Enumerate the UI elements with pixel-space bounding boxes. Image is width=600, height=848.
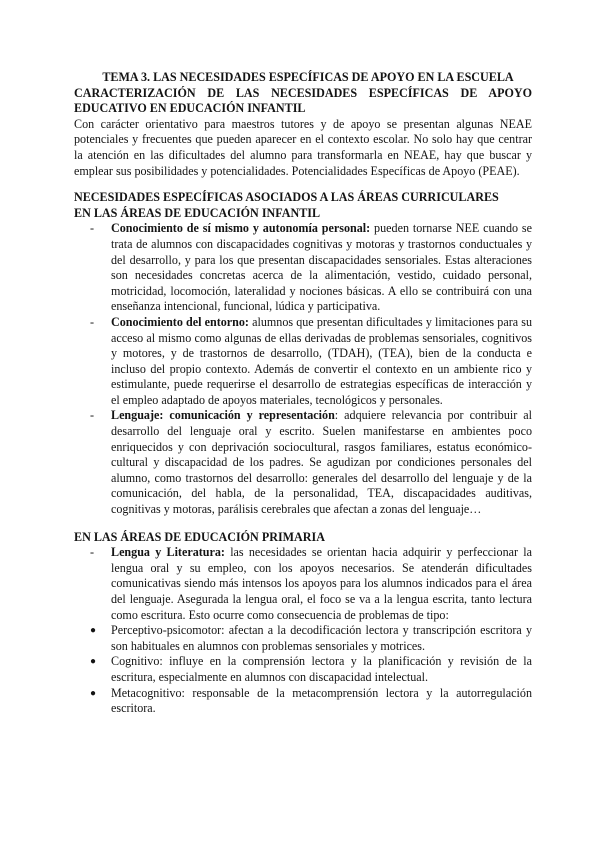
bullet-icon: ● (90, 687, 97, 699)
bullet-item (74, 623, 532, 654)
item-text: las necesidades se orientan hacia adquirir y perfeccionar la lengua oral y su empleo, con los apoyos necesarios. Se atenderán dificultades comunicativas siendo más intensos los apoyos para los alumnos indicados para el área del lenguaje. Asegurada la lengua oral, el foco se va a la lengua escrita, tanto lectura como escritura. Esto ocurre como consecuencia de problemas de tipo: (111, 545, 532, 622)
list-item (74, 408, 532, 517)
item-lead: Conocimiento del entorno: (111, 314, 249, 329)
bullet-icon: ● (90, 656, 97, 668)
section2-heading: EN LAS ÁREAS DE EDUCACIÓN PRIMARIA (74, 529, 325, 544)
item-lead: Conocimiento de sí mismo y autonomía personal: (111, 221, 371, 236)
list-item (74, 221, 532, 315)
intro-paragraph: Con carácter orientativo para maestros tutores y de apoyo se presentan algunas NEAE potenciales y frecuentes que pueden aparecer en el contexto escolar. No solo hay que centrar la atención en las dificultades del alumno para transformarla en NEAE, hay que buscar y emplear sus posibilidades y potencialidades. Potencialidades Específicas de Apoyo (PEAE). (74, 116, 532, 178)
section1-heading (74, 190, 532, 221)
bullet-item (74, 686, 532, 717)
bullet-text: Perceptivo-psicomotor: afectan a la decodificación lectora y transcripción escritora y son habituales en alumnos con problemas sensoriales y motrices. (111, 623, 532, 653)
list-item (74, 315, 532, 409)
item-lead: Lengua y Literatura: (111, 545, 225, 560)
dash-marker: - (90, 408, 95, 423)
item-lead: Lenguaje: comunicación y representación (111, 408, 335, 423)
title-line-1: TEMA 3. LAS NECESIDADES ESPECÍFICAS DE APOYO EN LA ESCUELA (102, 70, 514, 84)
item-text: alumnos que presentan dificultades y limitaciones para su acceso al mismo como algunas de ellas derivadas de problemas sensoriales, cognitivos y motores, y de trastornos de desarrollo, (TDAH), (TEA), bien de la conducta e incluso del propio contexto. Además de convertir el contexto en un ambiente rico y estimulante, puede requerirse el desarrollo de estrategias específicas de interacción y el empleo adaptado de apoyos materiales, tecnológicos y personales. (111, 314, 532, 407)
title-line-2: CARACTERIZACIÓN DE LAS NECESIDADES ESPECÍFICAS DE APOYO (74, 85, 532, 100)
title-line-3: EDUCATIVO EN EDUCACIÓN INFANTIL (74, 101, 306, 116)
bullet-text: Cognitivo: influye en la comprensión lectora y la planificación y revisión de la escritura, especialmente en alumnos con discapacidad intelectual. (111, 654, 532, 684)
section1-heading-line-1: NECESIDADES ESPECÍFICAS ASOCIADOS A LAS ÁREAS CURRICULARES (74, 190, 499, 205)
document-title (74, 70, 532, 117)
section1-heading-line-2: EN LAS ÁREAS DE EDUCACIÓN INFANTIL (74, 205, 321, 220)
section2-bullets (74, 623, 532, 717)
bullet-text: Metacognitivo: responsable de la metacomprensión lectora y la autorregulación escritora. (111, 685, 532, 716)
dash-marker: - (90, 314, 95, 329)
list-item (74, 545, 532, 623)
item-text: : adquiere relevancia por contribuir al desarrollo del lenguaje oral y escrito. Suelen manifestarse en ambientes poco enriquecidos y con deprivación sociocultural, rasgos familiares, estatus económico-cultural y discapacidad de los padres. Se agudizan por condiciones personales del alumno, como trastornos del desarrollo: generales del desarrollo del lenguaje y de la comunicación, del habla, de la personalidad, TEA, discapacidades auditivas, cognitivas y motoras, parálisis cerebrales que afectan a zonas del lenguaje… (111, 408, 532, 517)
section1-list (74, 221, 532, 517)
bullet-item (74, 654, 532, 685)
document-page (74, 70, 532, 717)
item-text: pueden tornarse NEE cuando se trata de alumnos con discapacidades cognitivas y motoras y trastornos conductuales y del desarrollo, y para los que presentan discapacidades sensoriales. Estas alteraciones son necesidades concretas acerca de la alimentación, vestido, cuidado personal, motricidad, locomoción, lateralidad y nociones básicas. A ello se contribuirá con una enseñanza intencional, funcional, lúdica y participativa. (111, 221, 533, 314)
dash-marker: - (90, 545, 95, 560)
dash-marker: - (90, 221, 95, 236)
bullet-icon: ● (90, 625, 97, 637)
